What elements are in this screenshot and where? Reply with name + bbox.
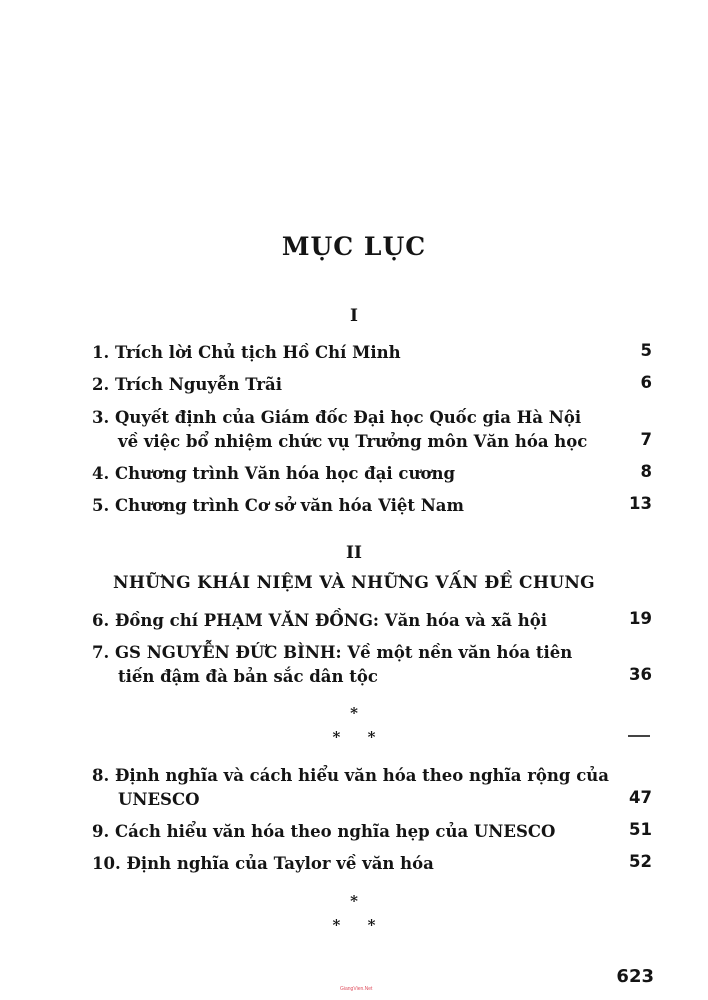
toc-entry-3 <box>92 406 652 454</box>
toc-entry-7 <box>92 641 652 689</box>
toc-entry-4 <box>92 462 652 486</box>
asterisk-icon: * <box>350 892 358 910</box>
toc-page-number: 47 <box>629 788 652 807</box>
toc-entry-8 <box>92 764 652 812</box>
asterisk-icon: * <box>350 704 358 722</box>
toc-page-number: 52 <box>629 852 652 871</box>
scan-smudge <box>628 735 650 737</box>
toc-entry-text: 7. GS NGUYỄN ĐỨC BÌNH: Về một nền văn hóa tiên <box>92 643 573 662</box>
asterisk-pair-icon: * * <box>332 728 376 746</box>
toc-page-number: 19 <box>629 609 652 628</box>
toc-entry-text-cont: tiến đậm đà bản sắc dân tộc <box>118 667 378 686</box>
toc-page-number: 5 <box>640 341 652 360</box>
toc-entry-text: 2. Trích Nguyễn Trãi <box>92 375 282 394</box>
toc-page-number: 6 <box>640 373 652 392</box>
toc-entry-text-cont: về việc bổ nhiệm chức vụ Trưởng môn Văn hóa học <box>118 432 588 451</box>
section-number-1: I <box>350 306 358 326</box>
watermark: GiangVien.Net <box>340 986 373 992</box>
toc-entry-1 <box>92 341 652 365</box>
asterisk-pair-icon: * * <box>332 916 376 934</box>
toc-entry-5 <box>92 494 652 518</box>
toc-page-number: 13 <box>629 494 652 513</box>
toc-entry-text: 8. Định nghĩa và cách hiểu văn hóa theo nghĩa rộng của <box>92 766 609 785</box>
toc-page-number: 7 <box>640 430 652 449</box>
section-heading-2: NHỮNG KHÁI NIỆM VÀ NHỮNG VẤN ĐỀ CHUNG <box>112 573 595 593</box>
toc-page-number: 36 <box>629 665 652 684</box>
toc-entry-text: 9. Cách hiểu văn hóa theo nghĩa hẹp của UNESCO <box>92 822 556 841</box>
toc-page-number: 51 <box>629 820 652 839</box>
toc-entry-text: 4. Chương trình Văn hóa học đại cương <box>92 464 455 483</box>
toc-entry-text: 10. Định nghĩa của Taylor về văn hóa <box>92 854 434 873</box>
toc-entry-6 <box>92 609 652 633</box>
toc-page-number: 8 <box>640 462 652 481</box>
toc-entry-text: 3. Quyết định của Giám đốc Đại học Quốc gia Hà Nội <box>92 408 582 427</box>
toc-entry-2 <box>92 373 652 397</box>
toc-entry-text: 5. Chương trình Cơ sở văn hóa Việt Nam <box>92 496 464 515</box>
page-title: MỤC LỤC <box>281 232 427 261</box>
section-number-2: II <box>346 543 362 563</box>
toc-entry-10 <box>92 852 652 876</box>
toc-entry-text: 6. Đồng chí PHẠM VĂN ĐỒNG: Văn hóa và xã hội <box>92 611 548 630</box>
toc-entry-text-cont: UNESCO <box>118 790 200 809</box>
page-number: 623 <box>616 966 654 987</box>
toc-entry-9 <box>92 820 652 844</box>
toc-entry-text: 1. Trích lời Chủ tịch Hồ Chí Minh <box>92 343 401 362</box>
